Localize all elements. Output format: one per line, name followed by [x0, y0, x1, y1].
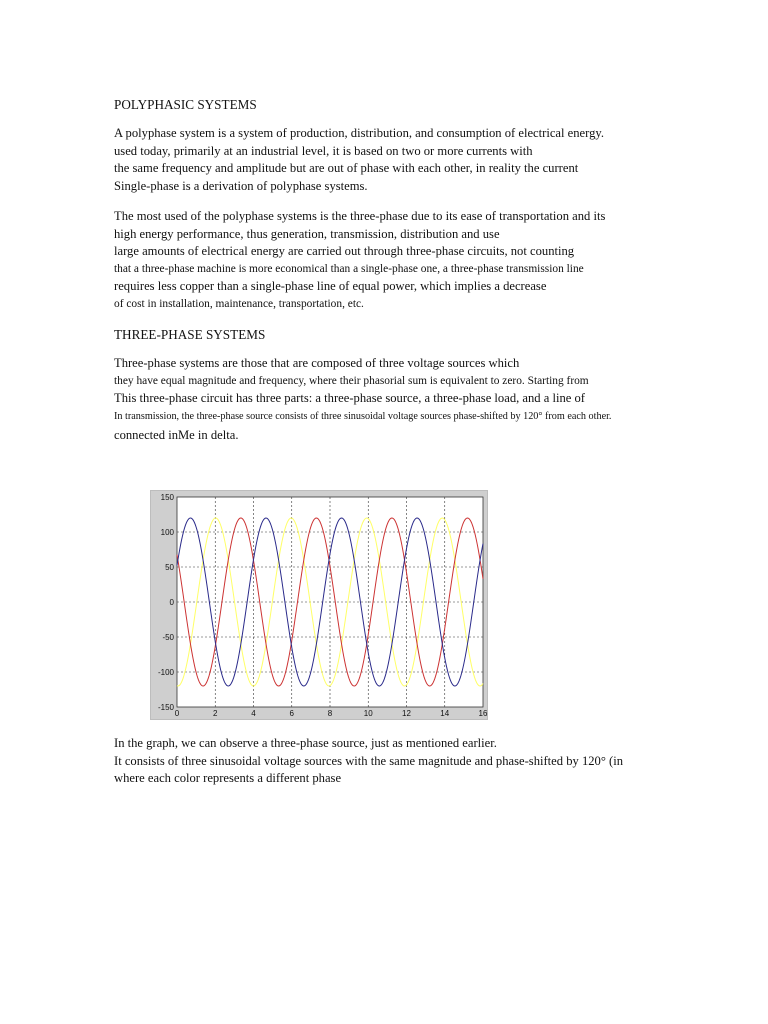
text-line: connected inMe in delta. — [114, 428, 239, 443]
x-tick-label: 16 — [478, 709, 488, 718]
text-line: A polyphase system is a system of production, distribution, and consumption of electrical energy. — [114, 126, 605, 140]
text-line: Three-phase systems are those that are composed of three voltage sources which — [114, 356, 520, 370]
text-line: of cost in installation, maintenance, transportation, etc. — [114, 297, 364, 310]
y-tick-label: -150 — [157, 703, 174, 712]
x-tick-label: 2 — [213, 709, 218, 718]
y-tick-label: 100 — [160, 528, 174, 537]
text-line: they have equal magnitude and frequency, where their phasorial sum is equivalent to zero. Starting from — [114, 374, 589, 387]
text-line: Single-phase is a derivation of polyphase systems. — [114, 178, 368, 193]
x-tick-label: 4 — [251, 709, 256, 718]
text-line: The most used of the polyphase systems is the three-phase due to its ease of transportation and its — [114, 209, 606, 223]
x-tick-label: 8 — [327, 709, 333, 718]
paragraph-graph-explanation — [114, 735, 754, 788]
heading-three-phase-systems: THREE-PHASE SYSTEMS — [114, 327, 266, 342]
x-tick-label: 6 — [289, 709, 294, 718]
y-tick-label: 0 — [169, 598, 174, 607]
y-tick-label: 50 — [165, 563, 174, 572]
text-line: where each color represents a different phase — [114, 771, 342, 786]
text-line: In the graph, we can observe a three-phase source, just as mentioned earlier. — [114, 736, 497, 750]
paragraph-three-phase-usage — [114, 208, 754, 314]
y-tick-label: -100 — [157, 668, 174, 677]
text-line: large amounts of electrical energy are carried out through three-phase circuits, not counting — [114, 244, 575, 259]
text-line: In transmission, the three-phase source consists of three sinusoidal voltage sources phase-shifted by 120° from each other. — [114, 410, 612, 422]
text-line: that a three-phase machine is more economical than a single-phase one, a three-phase transmission line — [114, 262, 584, 275]
text-line: This three-phase circuit has three parts: a three-phase source, a three-phase load, and a line of — [114, 391, 586, 406]
x-tick-label: 0 — [174, 709, 180, 718]
text-line: It consists of three sinusoidal voltage sources with the same magnitude and phase-shifted by 120° (in — [114, 753, 624, 768]
text-line: requires less copper than a single-phase line of equal power, which implies a decrease — [114, 279, 547, 294]
x-tick-label: 12 — [402, 709, 411, 718]
text-line: used today, primarily at an industrial level, it is based on two or more currents with — [114, 143, 533, 158]
heading-polyphasic-systems: POLYPHASIC SYSTEMS — [114, 97, 257, 112]
x-tick-label: 10 — [363, 709, 373, 718]
chart-canvas — [151, 491, 489, 721]
paragraph-polyphase-definition — [114, 125, 754, 195]
text-line: the same frequency and amplitude but are out of phase with each other, in reality the current — [114, 161, 579, 176]
x-tick-label: 14 — [440, 709, 450, 718]
three-phase-waveform-chart — [150, 490, 488, 720]
y-tick-label: -50 — [162, 633, 174, 642]
text-line: high energy performance, thus generation, transmission, distribution and use — [114, 226, 500, 241]
paragraph-three-phase-definition — [114, 355, 754, 445]
y-tick-label: 150 — [160, 493, 174, 502]
